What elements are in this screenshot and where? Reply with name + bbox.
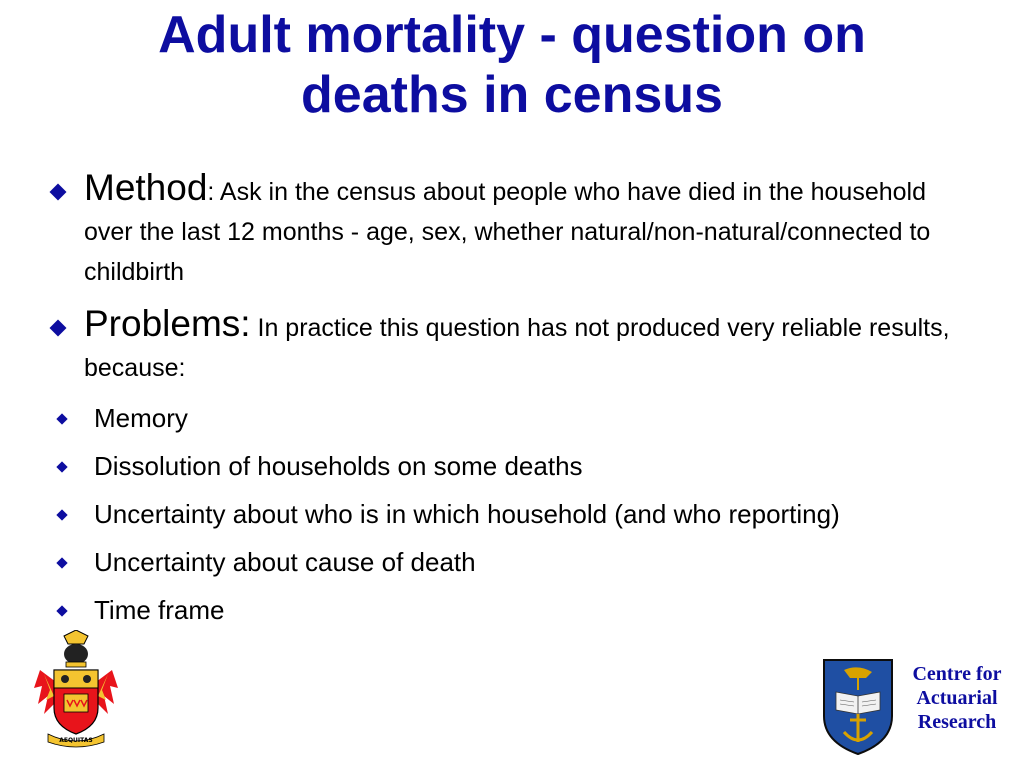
slide-title-line-1: Adult mortality - question on xyxy=(158,6,866,64)
sub-bullet-item xyxy=(48,400,968,436)
org-name-line: Actuarial xyxy=(916,687,998,709)
sub-bullet-list xyxy=(48,400,968,628)
bullet-lead: Problems: xyxy=(84,303,251,344)
bullet-lead: Method xyxy=(84,167,208,208)
sub-bullet-text: Time frame xyxy=(94,595,225,625)
sub-bullet-item xyxy=(48,544,968,580)
bullet-text xyxy=(84,168,968,292)
slide-title-line-2: deaths in census xyxy=(301,66,723,124)
bullet-body: : Ask in the census about people who have died in the household over the last 12 months - age, sex, whether natural/non-natural/connected to childbirth xyxy=(84,178,931,286)
helmet-icon xyxy=(64,644,88,664)
sub-bullet-item xyxy=(48,448,968,484)
car-crest-logo xyxy=(820,656,896,756)
sub-bullet-text: Dissolution of households on some deaths xyxy=(94,451,583,481)
bullet-method xyxy=(48,168,968,292)
org-name-line: Centre for xyxy=(912,663,1002,685)
bullet-body: In practice this question has not produced very reliable results, because: xyxy=(84,314,950,382)
sub-bullet-text: Uncertainty about cause of death xyxy=(94,547,476,577)
bullet-list xyxy=(48,168,968,640)
diamond-bullet-icon xyxy=(56,605,67,616)
diamond-bullet-icon xyxy=(56,413,67,424)
org-name xyxy=(898,662,1016,734)
bullet-text xyxy=(84,304,968,388)
sub-bullet-text: Memory xyxy=(94,403,188,433)
sub-bullet-item xyxy=(48,592,968,628)
motto-text: AEQUITAS xyxy=(59,737,93,744)
sub-bullet-item xyxy=(48,496,968,532)
diamond-bullet-icon xyxy=(56,461,67,472)
slide-title xyxy=(20,5,1004,125)
university-crest-logo xyxy=(34,630,118,748)
diamond-bullet-icon xyxy=(56,509,67,520)
bullet-problems xyxy=(48,304,968,388)
diamond-bullet-icon xyxy=(50,320,67,337)
diamond-bullet-icon xyxy=(50,184,67,201)
org-name-line: Research xyxy=(917,711,997,733)
diamond-bullet-icon xyxy=(56,557,67,568)
sub-bullet-text: Uncertainty about who is in which household (and who reporting) xyxy=(94,499,840,529)
